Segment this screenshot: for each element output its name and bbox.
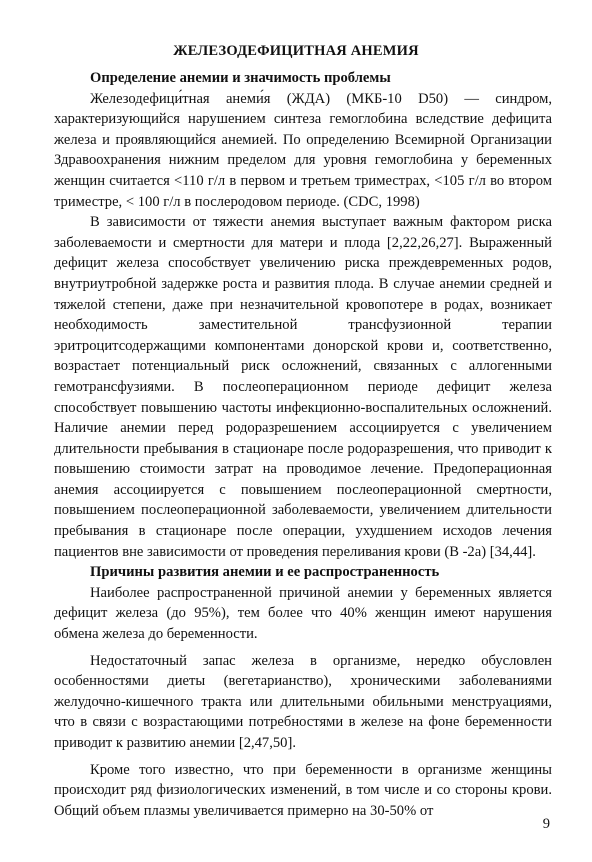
document-title: ЖЕЛЕЗОДЕФИЦИТНАЯ АНЕМИЯ [173,43,419,59]
paragraph-iron-reserves: Недостаточный запас железа в организме, нередко обусловлен особенностями диеты (вегетарианство), хроническими заболеваниями желудочно-кишечного тракта или длительными обильными менструациями, что в связи с возрастающими потребностями в железе на фоне беременности приводит к развитию анемии [2,47,50]. [54,652,552,751]
paragraph-risk-factors: В зависимости от тяжести анемия выступает важным фактором риска заболеваемости и смертности для матери и плода [2,22,26,27]. Выраженный дефицит железа способствует увеличению риска преждевременных родов, внутриутробной задержке роста и развития плода. В случае анемии средней и тяжелой степени, даже при незначительной кровопотере в родах, возникает необходимость заместительной трансфузионной терапии эритроцитсодержащими компонентами донорской крови и, соответственно, возрастает потенциальный риск осложнений, связанных с аллогенными гемотрансфузиями. В послеоперационном периоде дефицит железа способствует повышению частоты инфекционно-воспалительных осложнений. Наличие анемии перед родоразрешением ассоциируется с увеличением длительности пребывания в стационаре после родоразрешения, что приводит к повышению стоимости затрат на проводимое лечение. Предоперационная анемия ассоциируется с повышением послеоперационной смертности, повышением послеоперационной заболеваемости, увеличением длительности пребывания в стационаре после операции, ухудшением исходов лечения пациентов вне зависимости от проведения переливания крови (В -2а) [34,44]. [54,214,552,560]
section-heading-causes: Причины развития анемии и ее распространенность [90,564,440,581]
page-number: 9 [542,816,550,832]
paragraph-common-cause: Наиболее распространенной причиной анемии у беременных является дефицит железа (до 95%), тем более что 40% женщин имеют нарушения обмена железа до беременности. [54,584,552,643]
paragraph-definition: Железодефици́тная анеми́я (ЖДА) (МКБ-10 D50) — синдром, характеризующийся нарушением синтеза гемоглобина вследствие дефицита железа и проявляющийся анемией. По определению Всемирной Организации Здравоохранения нижним пределом для уровня гемоглобина у беременных женщин считается <110 г/л в первом и третьем триместрах, <105 г/л во втором триместре, < 100 г/л в послеродовом периоде. (CDC, 1998) [54,90,552,210]
paragraph-physiological-changes: Кроме того известно, что при беременности в организме женщины происходит ряд физиологических изменений, в том числе и со стороны крови. Общий объем плазмы увеличивается примерно на 30-50% от [54,761,552,819]
section-heading-definition: Определение анемии и значимость проблемы [90,70,391,86]
document-body [54,68,552,821]
